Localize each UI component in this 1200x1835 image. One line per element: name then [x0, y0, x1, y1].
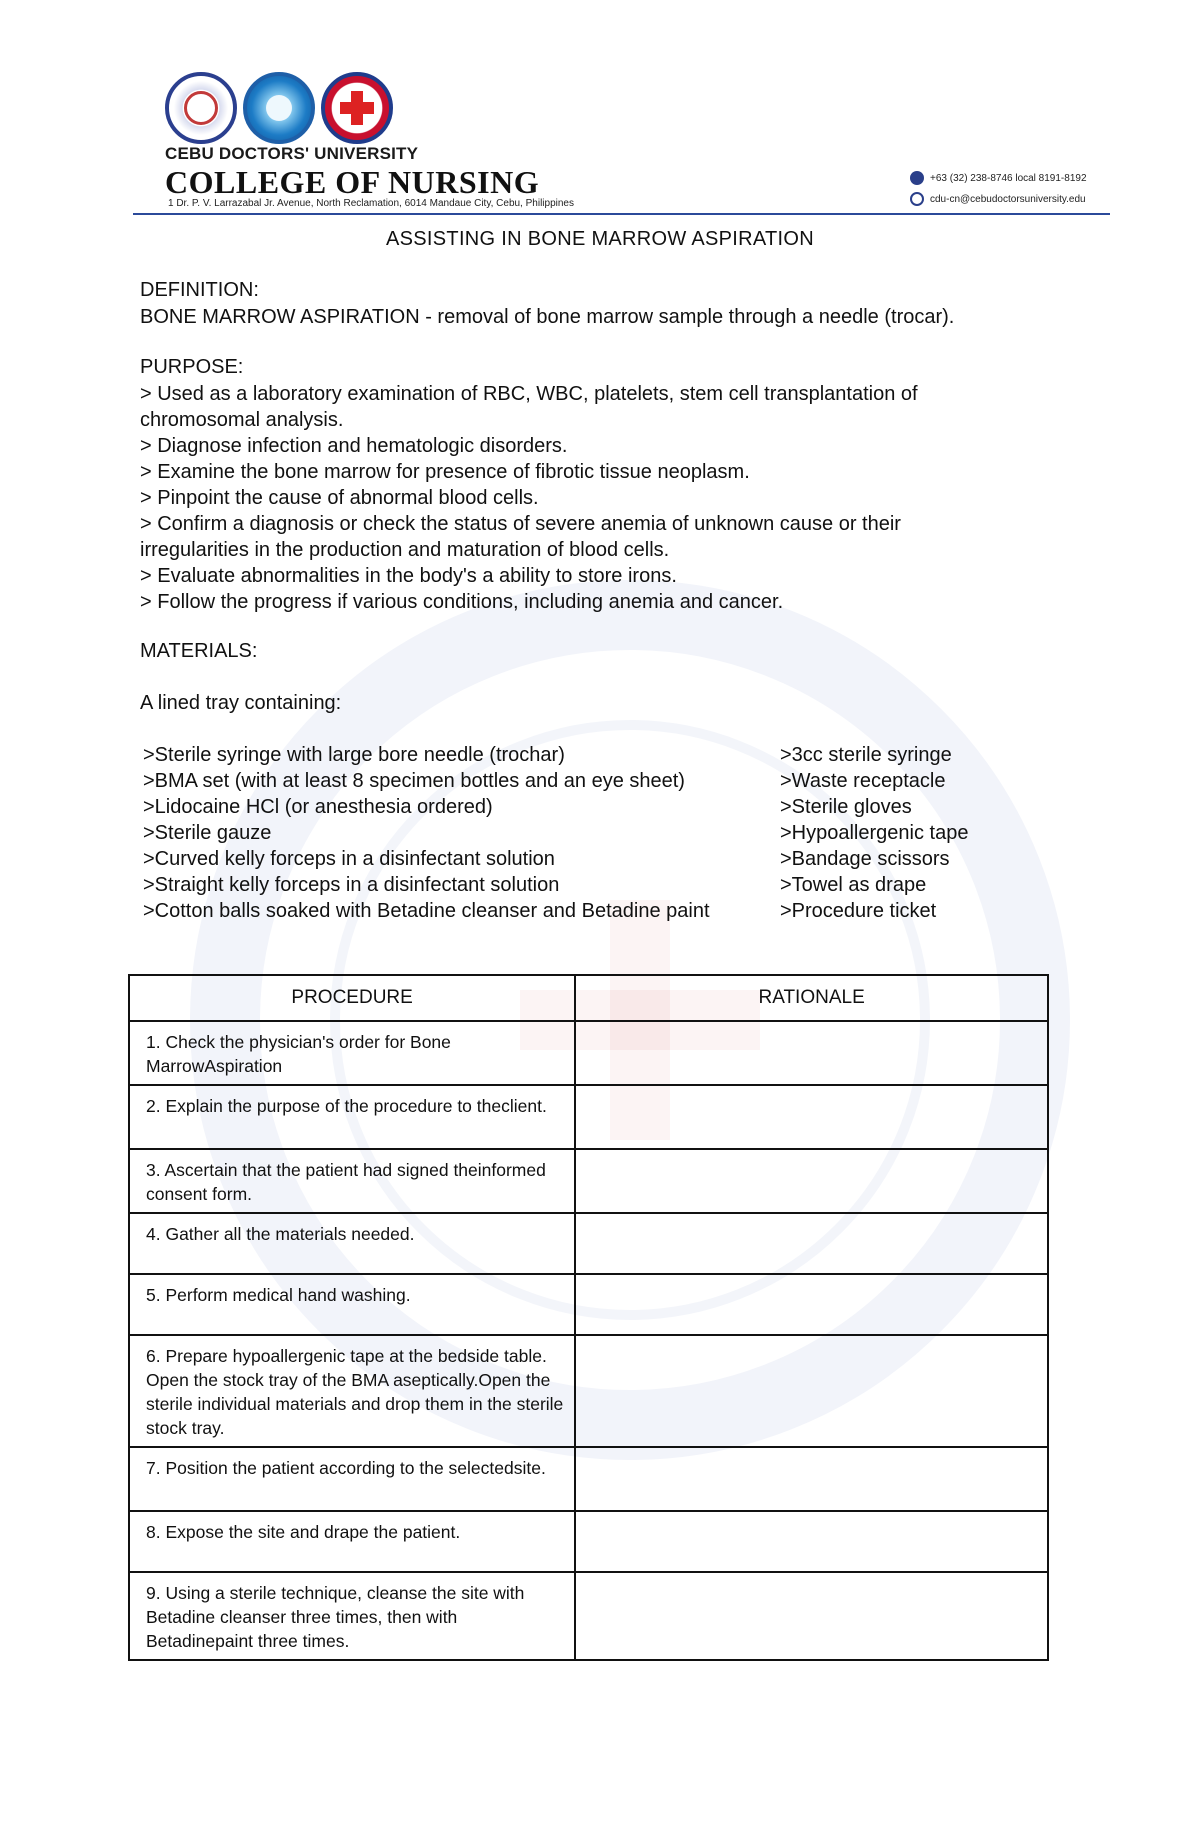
rationale-column-header: RATIONALE [575, 975, 1048, 1021]
material-item: >Bandage scissors [780, 848, 950, 870]
contact-phone [910, 171, 1087, 185]
table-row [129, 1149, 1048, 1213]
material-item: >Sterile gauze [143, 822, 272, 844]
material-item: >3cc sterile syringe [780, 744, 952, 766]
rationale-cell [575, 1274, 1048, 1335]
procedure-cell: 4. Gather all the materials needed. [129, 1213, 575, 1274]
procedure-cell: 7. Position the patient according to the selectedsite. [129, 1447, 575, 1511]
rationale-cell [575, 1213, 1048, 1274]
material-item: >Lidocaine HCl (or anesthesia ordered) [143, 796, 493, 818]
material-item: >BMA set (with at least 8 specimen bottles and an eye sheet) [143, 770, 685, 792]
procedure-cell: 9. Using a sterile technique, cleanse the site with Betadine cleanser three times, then with Betadinepaint three times. [129, 1572, 575, 1660]
material-item: >Sterile syringe with large bore needle (trochar) [143, 744, 565, 766]
purpose-list [140, 381, 1010, 615]
rationale-cell [575, 1085, 1048, 1149]
material-item: >Cotton balls soaked with Betadine cleanser and Betadine paint [143, 900, 710, 922]
purpose-heading: PURPOSE: [140, 356, 244, 378]
procedure-cell: 2. Explain the purpose of the procedure to theclient. [129, 1085, 575, 1149]
rationale-cell [575, 1335, 1048, 1447]
address: 1 Dr. P. V. Larrazabal Jr. Avenue, North Reclamation, 6014 Mandaue City, Cebu, Philippines [168, 198, 574, 209]
materials-intro: A lined tray containing: [140, 692, 342, 714]
table-row [129, 1085, 1048, 1149]
procedure-column-header: PROCEDURE [129, 975, 575, 1021]
definition-heading: DEFINITION: [140, 279, 259, 301]
purpose-item: > Used as a laboratory examination of RBC, WBC, platelets, stem cell transplantation of chromosomal analysis. [140, 383, 918, 431]
definition-text: BONE MARROW ASPIRATION - removal of bone marrow sample through a needle (trocar). [140, 306, 955, 328]
table-header-row [129, 975, 1048, 1021]
purpose-item: > Evaluate abnormalities in the body's a ability to store irons. [140, 565, 677, 587]
document-title: ASSISTING IN BONE MARROW ASPIRATION [386, 228, 814, 250]
purpose-item: > Confirm a diagnosis or check the status of severe anemia of unknown cause or their irregularities in the production and maturation of blood cells. [140, 513, 901, 561]
rationale-cell [575, 1447, 1048, 1511]
nursing-seal-icon [243, 72, 315, 144]
table-row [129, 1274, 1048, 1335]
purpose-item: > Diagnose infection and hematologic disorders. [140, 435, 568, 457]
hospital-seal-icon [321, 72, 393, 144]
college-name: COLLEGE OF NURSING [165, 164, 540, 200]
procedure-cell: 6. Prepare hypoallergenic tape at the bedside table. Open the stock tray of the BMA aseptically.Open the sterile individual materials and drop them in the sterile stock tray. [129, 1335, 575, 1447]
contact-email [910, 192, 1086, 206]
rationale-cell [575, 1511, 1048, 1572]
purpose-item: > Pinpoint the cause of abnormal blood cells. [140, 487, 539, 509]
rationale-cell [575, 1572, 1048, 1660]
table-row [129, 1572, 1048, 1660]
university-name: CEBU DOCTORS' UNIVERSITY [165, 144, 419, 163]
procedure-cell: 1. Check the physician's order for Bone MarrowAspiration [129, 1021, 575, 1085]
phone-icon [910, 171, 924, 185]
material-item: >Procedure ticket [780, 900, 937, 922]
material-item: >Waste receptacle [780, 770, 946, 792]
procedure-table [128, 974, 1049, 1661]
header-divider [133, 213, 1110, 215]
materials-heading: MATERIALS: [140, 640, 258, 662]
header-logos [165, 72, 393, 144]
table-row [129, 1511, 1048, 1572]
phone-number: +63 (32) 238-8746 local 8191-8192 [930, 172, 1087, 184]
email-icon [910, 192, 924, 206]
material-item: >Straight kelly forceps in a disinfectant solution [143, 874, 560, 896]
material-item: >Hypoallergenic tape [780, 822, 969, 844]
procedure-cell: 8. Expose the site and drape the patient. [129, 1511, 575, 1572]
procedure-cell: 5. Perform medical hand washing. [129, 1274, 575, 1335]
rationale-cell [575, 1149, 1048, 1213]
table-row [129, 1213, 1048, 1274]
procedure-cell: 3. Ascertain that the patient had signed theinformed consent form. [129, 1149, 575, 1213]
table-row [129, 1447, 1048, 1511]
material-item: >Sterile gloves [780, 796, 912, 818]
purpose-item: > Follow the progress if various conditions, including anemia and cancer. [140, 591, 784, 613]
rationale-cell [575, 1021, 1048, 1085]
purpose-item: > Examine the bone marrow for presence of fibrotic tissue neoplasm. [140, 461, 750, 483]
material-item: >Towel as drape [780, 874, 927, 896]
table-row [129, 1021, 1048, 1085]
email-address: cdu-cn@cebudoctorsuniversity.edu [930, 193, 1086, 205]
materials-list-left [143, 742, 763, 924]
material-item: >Curved kelly forceps in a disinfectant solution [143, 848, 555, 870]
table-row [129, 1335, 1048, 1447]
university-seal-icon [165, 72, 237, 144]
materials-list-right [780, 742, 1080, 924]
